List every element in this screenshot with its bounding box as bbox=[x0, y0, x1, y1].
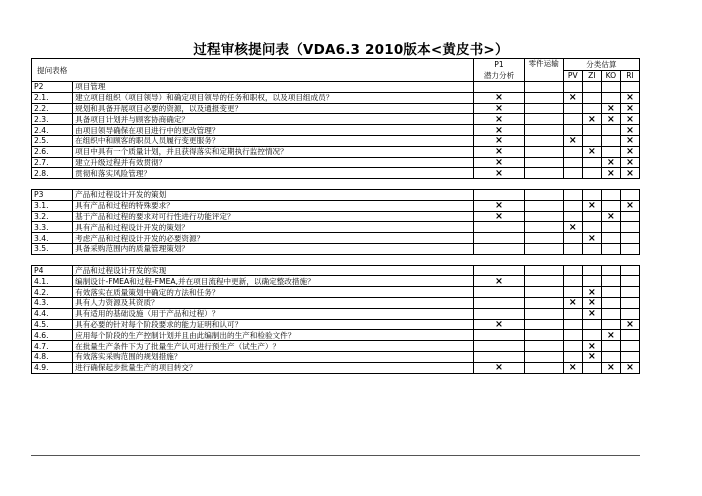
header-question-table: 提问表格 bbox=[32, 59, 474, 82]
bottom-divider bbox=[31, 455, 640, 456]
question-row bbox=[32, 211, 640, 222]
question-number: 4.1. bbox=[32, 276, 73, 287]
x-mark-icon: × bbox=[620, 168, 639, 179]
section-row bbox=[32, 265, 640, 276]
mark-pv bbox=[563, 200, 582, 211]
x-mark-icon: × bbox=[620, 362, 639, 373]
x-mark-icon: × bbox=[474, 362, 524, 373]
mark-pv bbox=[563, 276, 582, 287]
question-number: 3.3. bbox=[32, 222, 73, 233]
header-p1-label: 潜力分析 bbox=[483, 71, 515, 80]
mark-p1 bbox=[474, 243, 524, 254]
question-row bbox=[32, 276, 640, 287]
mark-pt bbox=[524, 114, 563, 125]
question-text: 建立项目组织（项目领导）和确定项目领导的任务和职权，以及项目组成员？ bbox=[73, 92, 474, 103]
question-number: 2.2. bbox=[32, 103, 73, 114]
question-text: 具有适用的基础设施（用于产品和过程）？ bbox=[73, 308, 474, 319]
question-row bbox=[32, 103, 640, 114]
mark-pv bbox=[563, 103, 582, 114]
empty-cell bbox=[620, 189, 639, 200]
mark-ri bbox=[620, 341, 639, 352]
mark-pv bbox=[563, 146, 582, 157]
question-row bbox=[32, 222, 640, 233]
question-row bbox=[32, 114, 640, 125]
mark-pt bbox=[524, 287, 563, 298]
mark-zi bbox=[582, 135, 601, 146]
mark-pt bbox=[524, 125, 563, 136]
header-ri: RI bbox=[620, 70, 639, 82]
x-mark-icon: × bbox=[620, 146, 639, 157]
x-mark-icon: × bbox=[620, 135, 639, 146]
mark-ri bbox=[620, 297, 639, 308]
question-row bbox=[32, 146, 640, 157]
mark-ko bbox=[601, 297, 620, 308]
question-row bbox=[32, 308, 640, 319]
x-mark-icon: × bbox=[563, 362, 582, 373]
header-p1 bbox=[474, 59, 524, 82]
question-number: 4.7. bbox=[32, 341, 73, 352]
mark-pt bbox=[524, 103, 563, 114]
question-row bbox=[32, 319, 640, 330]
header-p1-code: P1 bbox=[494, 60, 504, 69]
section-title: 产品和过程设计开发的实现 bbox=[73, 265, 474, 276]
question-number: 2.4. bbox=[32, 125, 73, 136]
x-mark-icon: × bbox=[601, 103, 620, 114]
x-mark-icon: × bbox=[582, 351, 601, 362]
mark-pt bbox=[524, 341, 563, 352]
question-number: 2.3. bbox=[32, 114, 73, 125]
mark-pt bbox=[524, 222, 563, 233]
mark-zi bbox=[582, 276, 601, 287]
mark-pt bbox=[524, 330, 563, 341]
mark-p1 bbox=[474, 341, 524, 352]
mark-pv bbox=[563, 351, 582, 362]
x-mark-icon: × bbox=[601, 362, 620, 373]
x-mark-icon: × bbox=[620, 103, 639, 114]
x-mark-icon: × bbox=[582, 287, 601, 298]
empty-cell bbox=[563, 265, 582, 276]
x-mark-icon: × bbox=[620, 200, 639, 211]
empty-cell bbox=[563, 82, 582, 93]
empty-cell bbox=[620, 82, 639, 93]
section-spacer bbox=[32, 254, 640, 265]
x-mark-icon: × bbox=[474, 92, 524, 103]
mark-pt bbox=[524, 362, 563, 373]
mark-pt bbox=[524, 157, 563, 168]
empty-cell bbox=[524, 82, 563, 93]
question-number: 4.6. bbox=[32, 330, 73, 341]
mark-zi bbox=[582, 319, 601, 330]
question-row bbox=[32, 135, 640, 146]
mark-p1 bbox=[474, 330, 524, 341]
mark-pv bbox=[563, 211, 582, 222]
x-mark-icon: × bbox=[601, 168, 620, 179]
header-pv: PV bbox=[563, 70, 582, 82]
question-text: 在组织中和顾客的职员人员履行变更服务？ bbox=[73, 135, 474, 146]
x-mark-icon: × bbox=[474, 276, 524, 287]
mark-ri bbox=[620, 330, 639, 341]
mark-ko bbox=[601, 125, 620, 136]
question-row bbox=[32, 168, 640, 179]
mark-ri bbox=[620, 308, 639, 319]
question-row bbox=[32, 362, 640, 373]
question-text: 考虑产品和过程设计开发的必要资源？ bbox=[73, 233, 474, 244]
mark-ko bbox=[601, 341, 620, 352]
mark-ko bbox=[601, 243, 620, 254]
question-text: 具有必要的针对每个阶段要求的能力证明和认可？ bbox=[73, 319, 474, 330]
mark-p1 bbox=[474, 351, 524, 362]
question-number: 4.4. bbox=[32, 308, 73, 319]
question-text: 规划和具备开展项目必要的资源，以及通报变更？ bbox=[73, 103, 474, 114]
x-mark-icon: × bbox=[474, 168, 524, 179]
mark-pt bbox=[524, 92, 563, 103]
header-row bbox=[32, 59, 640, 71]
x-mark-icon: × bbox=[563, 297, 582, 308]
mark-pt bbox=[524, 319, 563, 330]
question-text: 在批量生产条件下为了批量生产认可进行预生产（试生产）？ bbox=[73, 341, 474, 352]
question-number: 4.8. bbox=[32, 351, 73, 362]
section-spacer bbox=[32, 179, 640, 190]
x-mark-icon: × bbox=[582, 114, 601, 125]
mark-pt bbox=[524, 135, 563, 146]
x-mark-icon: × bbox=[620, 125, 639, 136]
empty-cell bbox=[563, 189, 582, 200]
question-text: 有效落实在质量策划中确定的方法和任务？ bbox=[73, 287, 474, 298]
mark-ko bbox=[601, 92, 620, 103]
x-mark-icon: × bbox=[620, 157, 639, 168]
mark-p1 bbox=[474, 308, 524, 319]
x-mark-icon: × bbox=[601, 330, 620, 341]
mark-p1 bbox=[474, 297, 524, 308]
mark-p1 bbox=[474, 233, 524, 244]
question-number: 2.5. bbox=[32, 135, 73, 146]
question-number: 3.1. bbox=[32, 200, 73, 211]
header-zi: ZI bbox=[582, 70, 601, 82]
mark-ri bbox=[620, 351, 639, 362]
mark-pt bbox=[524, 243, 563, 254]
audit-question-table bbox=[31, 58, 640, 374]
question-text: 贯彻和落实风险管理？ bbox=[73, 168, 474, 179]
mark-zi bbox=[582, 362, 601, 373]
mark-zi bbox=[582, 125, 601, 136]
mark-pt bbox=[524, 308, 563, 319]
x-mark-icon: × bbox=[620, 319, 639, 330]
question-row bbox=[32, 287, 640, 298]
x-mark-icon: × bbox=[474, 157, 524, 168]
x-mark-icon: × bbox=[474, 103, 524, 114]
mark-ko bbox=[601, 287, 620, 298]
question-text: 进行确保起步批量生产的项目转交？ bbox=[73, 362, 474, 373]
question-number: 4.3. bbox=[32, 297, 73, 308]
x-mark-icon: × bbox=[563, 135, 582, 146]
x-mark-icon: × bbox=[474, 319, 524, 330]
mark-ko bbox=[601, 351, 620, 362]
mark-zi bbox=[582, 157, 601, 168]
page-title: 过程审核提问表（VDA6.3 2010版本<黄皮书>） bbox=[193, 42, 509, 58]
mark-pt bbox=[524, 146, 563, 157]
section-id: P4 bbox=[32, 265, 73, 276]
question-number: 4.2. bbox=[32, 287, 73, 298]
question-text: 具备项目计划并与顾客协商确定？ bbox=[73, 114, 474, 125]
question-text: 具有产品和过程设计开发的策划？ bbox=[73, 222, 474, 233]
question-row bbox=[32, 243, 640, 254]
question-row bbox=[32, 125, 640, 136]
question-text: 项目中具有一个质量计划，并且获得落实和定期执行监控情况？ bbox=[73, 146, 474, 157]
mark-pt bbox=[524, 200, 563, 211]
mark-ko bbox=[601, 200, 620, 211]
x-mark-icon: × bbox=[620, 114, 639, 125]
empty-cell bbox=[474, 189, 524, 200]
mark-pv bbox=[563, 330, 582, 341]
question-number: 3.2. bbox=[32, 211, 73, 222]
mark-zi bbox=[582, 243, 601, 254]
question-number: 2.8. bbox=[32, 168, 73, 179]
question-text: 应用每个阶段的生产控制计划并且由此编制出的生产和检验文件？ bbox=[73, 330, 474, 341]
x-mark-icon: × bbox=[601, 211, 620, 222]
mark-pt bbox=[524, 233, 563, 244]
question-text: 具有人力资源及其资质？ bbox=[73, 297, 474, 308]
empty-cell bbox=[582, 189, 601, 200]
question-text: 由项目领导确保在项目进行中的更改管理？ bbox=[73, 125, 474, 136]
question-number: 4.5. bbox=[32, 319, 73, 330]
mark-pt bbox=[524, 168, 563, 179]
mark-pv bbox=[563, 157, 582, 168]
mark-pv bbox=[563, 308, 582, 319]
x-mark-icon: × bbox=[474, 146, 524, 157]
x-mark-icon: × bbox=[582, 200, 601, 211]
x-mark-icon: × bbox=[582, 233, 601, 244]
empty-cell bbox=[601, 82, 620, 93]
question-text: 具有产品和过程的特殊要求？ bbox=[73, 200, 474, 211]
spacer-cell bbox=[32, 254, 640, 265]
x-mark-icon: × bbox=[601, 114, 620, 125]
mark-ri bbox=[620, 276, 639, 287]
mark-pv bbox=[563, 114, 582, 125]
mark-zi bbox=[582, 222, 601, 233]
mark-p1 bbox=[474, 287, 524, 298]
x-mark-icon: × bbox=[582, 308, 601, 319]
mark-pv bbox=[563, 341, 582, 352]
spacer-cell bbox=[32, 179, 640, 190]
x-mark-icon: × bbox=[601, 157, 620, 168]
x-mark-icon: × bbox=[474, 125, 524, 136]
x-mark-icon: × bbox=[582, 297, 601, 308]
question-number: 3.5. bbox=[32, 243, 73, 254]
question-row bbox=[32, 200, 640, 211]
question-row bbox=[32, 330, 640, 341]
question-row bbox=[32, 233, 640, 244]
header-parts-transport: 零件运输 bbox=[524, 59, 563, 82]
x-mark-icon: × bbox=[474, 211, 524, 222]
question-row bbox=[32, 341, 640, 352]
empty-cell bbox=[474, 265, 524, 276]
mark-ri bbox=[620, 222, 639, 233]
section-id: P3 bbox=[32, 189, 73, 200]
section-row bbox=[32, 82, 640, 93]
empty-cell bbox=[582, 82, 601, 93]
mark-ko bbox=[601, 222, 620, 233]
question-number: 2.1. bbox=[32, 92, 73, 103]
mark-zi bbox=[582, 103, 601, 114]
mark-pv bbox=[563, 125, 582, 136]
empty-cell bbox=[620, 265, 639, 276]
x-mark-icon: × bbox=[582, 341, 601, 352]
mark-pv bbox=[563, 287, 582, 298]
empty-cell bbox=[582, 265, 601, 276]
empty-cell bbox=[601, 265, 620, 276]
mark-pt bbox=[524, 351, 563, 362]
mark-pt bbox=[524, 211, 563, 222]
mark-ko bbox=[601, 276, 620, 287]
mark-ko bbox=[601, 319, 620, 330]
mark-zi bbox=[582, 211, 601, 222]
section-title: 项目管理 bbox=[73, 82, 474, 93]
mark-ko bbox=[601, 135, 620, 146]
mark-zi bbox=[582, 168, 601, 179]
mark-ri bbox=[620, 211, 639, 222]
question-text: 基于产品和过程的要求对可行性进行功能评定？ bbox=[73, 211, 474, 222]
question-row bbox=[32, 297, 640, 308]
empty-cell bbox=[524, 189, 563, 200]
mark-pt bbox=[524, 297, 563, 308]
mark-pv bbox=[563, 319, 582, 330]
section-id: P2 bbox=[32, 82, 73, 93]
question-text: 有效落实采购范围的规划措施？ bbox=[73, 351, 474, 362]
question-row bbox=[32, 351, 640, 362]
x-mark-icon: × bbox=[474, 114, 524, 125]
mark-pt bbox=[524, 276, 563, 287]
question-number: 2.7. bbox=[32, 157, 73, 168]
mark-ri bbox=[620, 287, 639, 298]
mark-zi bbox=[582, 330, 601, 341]
x-mark-icon: × bbox=[620, 92, 639, 103]
mark-pv bbox=[563, 243, 582, 254]
question-row bbox=[32, 157, 640, 168]
empty-cell bbox=[524, 265, 563, 276]
mark-ri bbox=[620, 243, 639, 254]
mark-ri bbox=[620, 233, 639, 244]
header-classification: 分类估算 bbox=[563, 59, 639, 71]
empty-cell bbox=[601, 189, 620, 200]
question-number: 4.9. bbox=[32, 362, 73, 373]
question-row bbox=[32, 92, 640, 103]
x-mark-icon: × bbox=[563, 222, 582, 233]
x-mark-icon: × bbox=[582, 146, 601, 157]
mark-ko bbox=[601, 146, 620, 157]
question-text: 建立升级过程并有效贯彻？ bbox=[73, 157, 474, 168]
x-mark-icon: × bbox=[474, 200, 524, 211]
mark-pv bbox=[563, 233, 582, 244]
header-ko: KO bbox=[601, 70, 620, 82]
mark-ko bbox=[601, 308, 620, 319]
section-title: 产品和过程设计开发的策划 bbox=[73, 189, 474, 200]
mark-ko bbox=[601, 233, 620, 244]
empty-cell bbox=[474, 82, 524, 93]
x-mark-icon: × bbox=[563, 92, 582, 103]
section-row bbox=[32, 189, 640, 200]
question-text: 具备采购范围内的质量管理策划？ bbox=[73, 243, 474, 254]
mark-p1 bbox=[474, 222, 524, 233]
mark-pv bbox=[563, 168, 582, 179]
question-number: 3.4. bbox=[32, 233, 73, 244]
x-mark-icon: × bbox=[474, 135, 524, 146]
question-number: 2.6. bbox=[32, 146, 73, 157]
mark-zi bbox=[582, 92, 601, 103]
question-text: 编制设计-FMEA和过程-FMEA,并在项目流程中更新，以确定整改措施？ bbox=[73, 276, 474, 287]
